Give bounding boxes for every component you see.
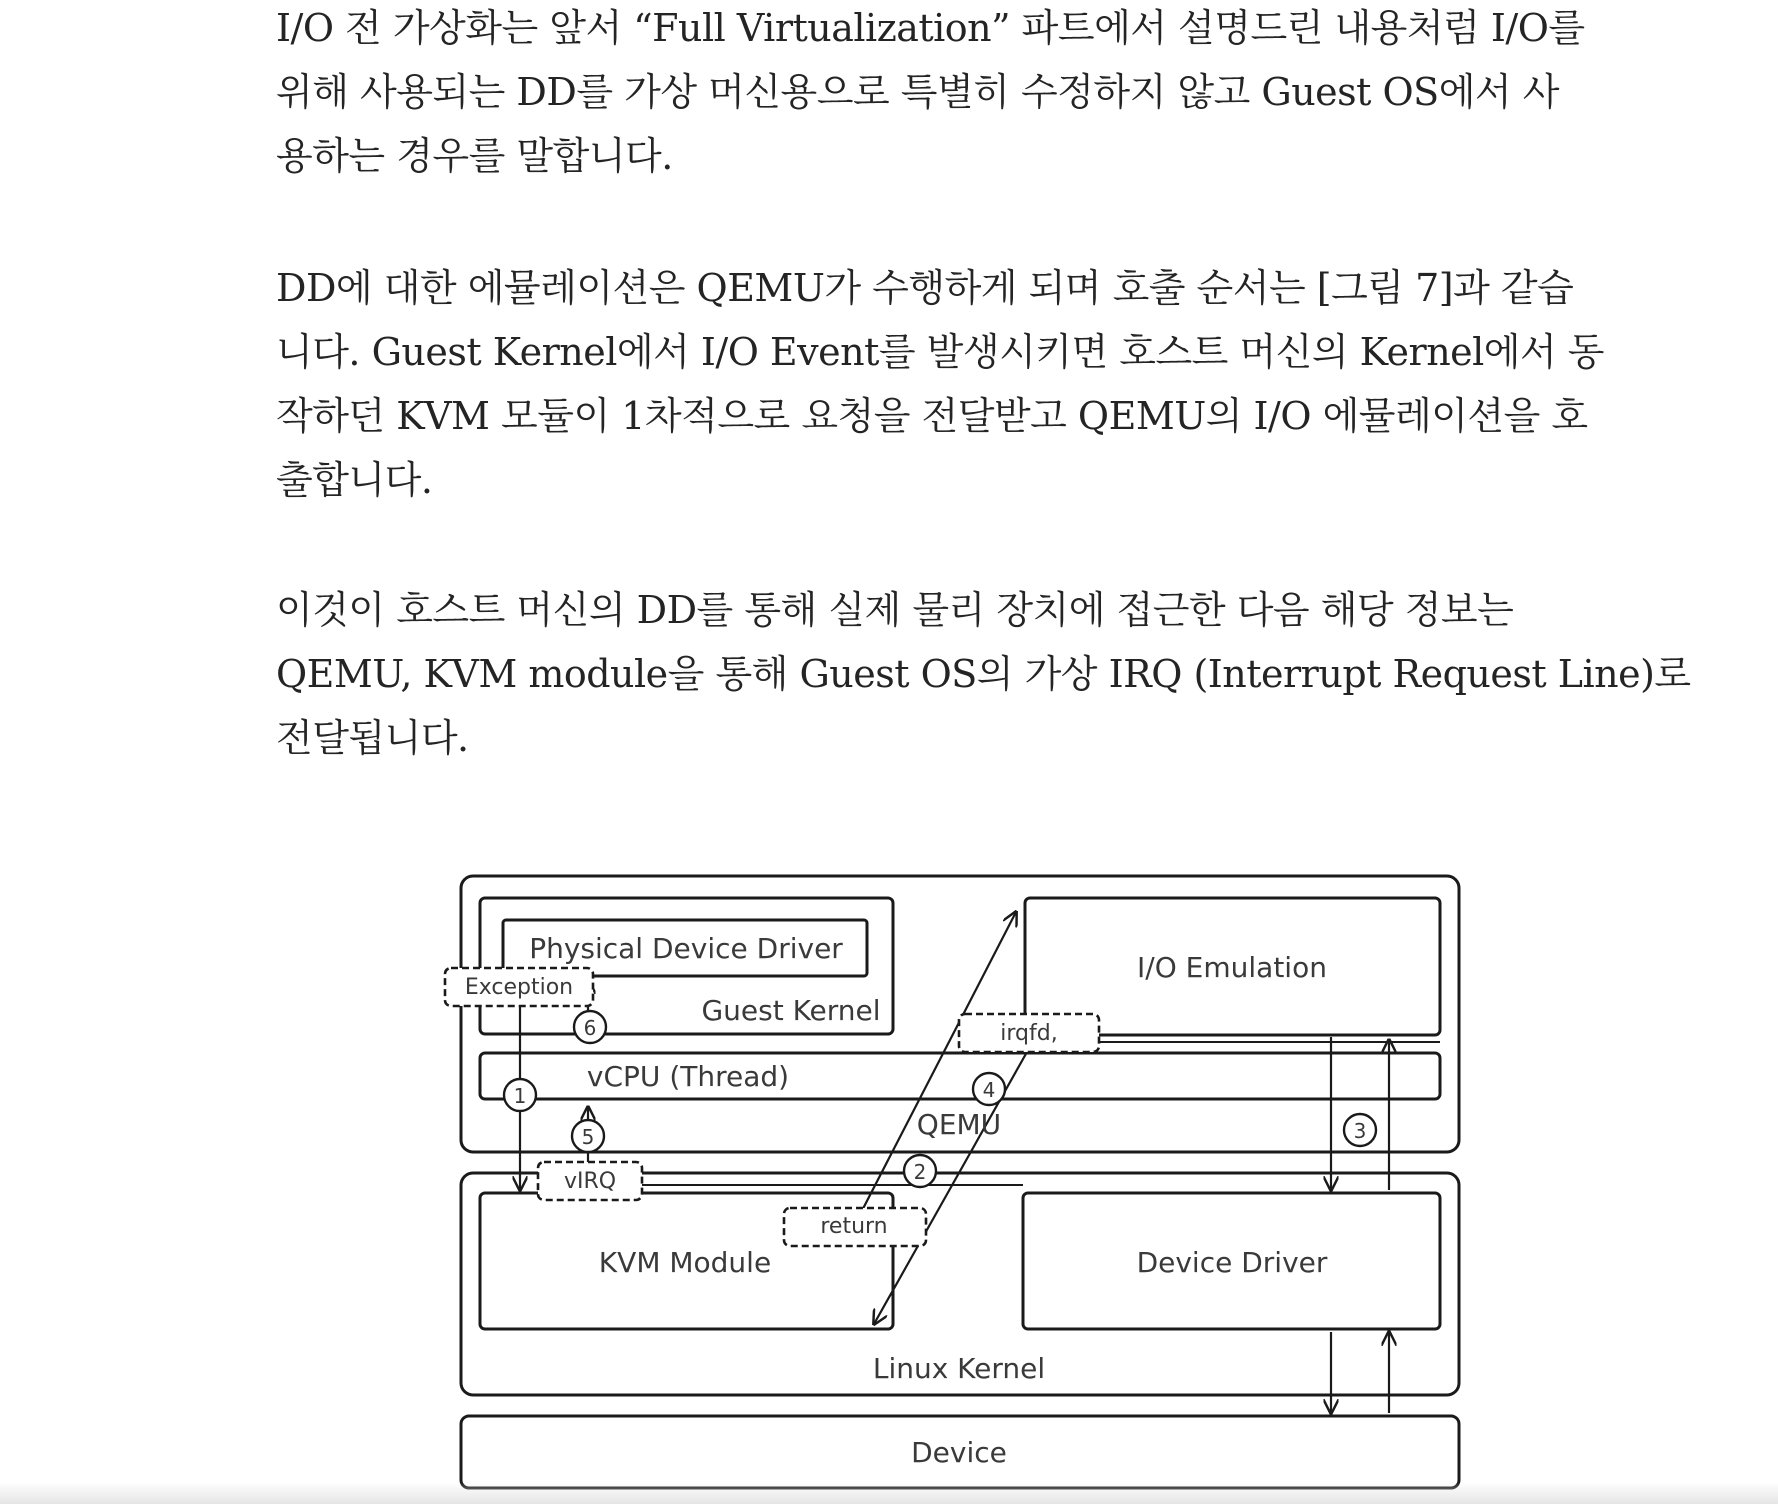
kvm-io-diagram-figure [440,862,1474,1504]
qemu-label: QEMU [916,1108,1002,1141]
virq-label: vIRQ [563,1169,617,1194]
vcpu-thread-label: vCPU (Thread) [586,1060,790,1093]
paragraph-2 [276,256,1604,512]
paragraph-line: 위해 사용되는 DD를 가상 머신용으로 특별히 수정하지 않고 Guest OS에서 사 [276,70,1559,114]
device-driver-label: Device Driver [1136,1246,1328,1279]
paragraph-line: DD에 대한 에뮬레이션은 QEMU가 수행하게 되며 호출 순서는 [그림 7]과 같습 [276,266,1574,310]
svg-text:1: 1 [513,1084,527,1108]
device-label: Device [911,1436,1007,1469]
bottom-scroll-shade [0,1482,1778,1504]
paragraph-line: 작하던 KVM 모듈이 1차적으로 요청을 전달받고 QEMU의 I/O 에뮬레이션을 호 [276,394,1588,438]
svg-text:6: 6 [583,1016,597,1040]
step-6-marker [574,1011,606,1043]
svg-text:4: 4 [982,1078,996,1102]
step-1-marker [504,1079,536,1111]
exception-label: Exception [464,975,574,1000]
paragraph-1 [276,0,1585,188]
step-5-marker [572,1120,604,1152]
svg-text:3: 3 [1353,1119,1367,1143]
step-2-arrow [852,912,1016,1230]
paragraph-line: I/O 전 가상화는 앞서 “Full Virtualization” 파트에서 설명드린 내용처럼 I/O를 [276,6,1585,50]
step-2-marker [904,1155,936,1187]
guest-kernel-label: Guest Kernel [701,994,881,1027]
paragraph-line: 용하는 경우를 말합니다. [276,134,673,178]
return-label: return [820,1214,888,1239]
svg-text:5: 5 [581,1125,595,1149]
paragraph-line: 전달됩니다. [276,716,469,760]
irqfd-label: irqfd, [1000,1021,1058,1046]
paragraph-line: 니다. Guest Kernel에서 I/O Event를 발생시키면 호스트 머신의 Kernel에서 동 [276,330,1605,374]
linux-kernel-label: Linux Kernel [872,1352,1046,1385]
paragraph-3 [276,578,1691,770]
physical-device-driver-label: Physical Device Driver [529,932,843,965]
step-3-marker [1344,1114,1376,1146]
kvm-module-label: KVM Module [598,1246,772,1279]
step-4-arrow [874,1036,1036,1324]
paragraph-line: 이것이 호스트 머신의 DD를 통해 실제 물리 장치에 접근한 다음 해당 정보는 [276,588,1514,632]
kvm-io-diagram [440,862,1474,1504]
step-4-marker [973,1073,1005,1105]
paragraph-line: QEMU, KVM module을 통해 Guest OS의 가상 IRQ (Interrupt Request Line)로 [276,652,1691,696]
svg-text:2: 2 [913,1160,927,1184]
paragraph-line: 출합니다. [276,458,433,502]
io-emulation-label: I/O Emulation [1137,951,1327,984]
